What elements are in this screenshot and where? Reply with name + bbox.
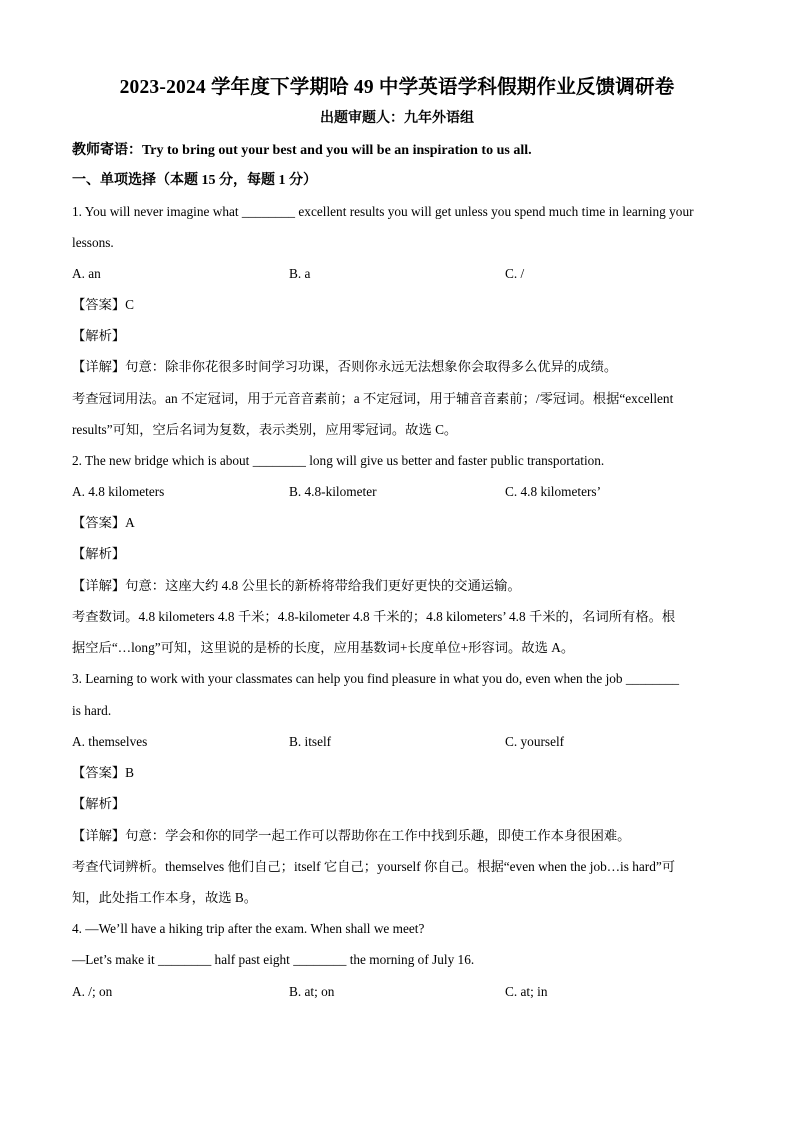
option-a: A. an xyxy=(72,266,101,281)
explanation-cont: 据空后“…long”可知，这里说的是桥的长度，应用基数词+长度单位+形容词。故选 A。 xyxy=(72,640,575,655)
detail: 【详解】句意：除非你花很多时间学习功课，否则你永远无法想象你会取得多么优异的成绩。 xyxy=(72,359,618,374)
analysis-label: 【解析】 xyxy=(72,796,126,811)
option-a: A. themselves xyxy=(72,734,148,749)
explanation: 考查数词。4.8 kilometers 4.8 千米；4.8-kilometer 4.8 千米的；4.8 kilometers’ 4.8 千米的，名词所有格。根 xyxy=(72,609,676,624)
option-b: B. at; on xyxy=(289,984,335,999)
option-c: C. 4.8 kilometers’ xyxy=(505,484,602,499)
question-text: 4. —We’ll have a hiking trip after the exam. When shall we meet? xyxy=(72,921,425,936)
detail: 【详解】句意：学会和你的同学一起工作可以帮助你在工作中找到乐趣，即使工作本身很困难。 xyxy=(72,828,631,843)
option-b: B. 4.8-kilometer xyxy=(289,484,377,499)
question-text-cont: is hard. xyxy=(72,703,112,718)
option-a: A. 4.8 kilometers xyxy=(72,484,165,499)
option-c: C. / xyxy=(505,266,525,281)
analysis-label: 【解析】 xyxy=(72,546,126,561)
question-text: 2. The new bridge which is about ________ long will give us better and faster public transportation. xyxy=(72,453,605,468)
explanation: 考查代词辨析。themselves 他们自己；itself 它自己；yourself 你自己。根据“even when the job…is hard”可 xyxy=(72,859,676,874)
option-b: B. itself xyxy=(289,734,332,749)
question-text: 3. Learning to work with your classmates can help you find pleasure in what you do, even when the job ________ xyxy=(72,671,680,686)
option-b: B. a xyxy=(289,266,311,281)
option-c: C. at; in xyxy=(505,984,548,999)
explanation-cont: results”可知，空后名词为复数，表示类别，应用零冠词。故选 C。 xyxy=(72,422,458,437)
question-text: 1. You will never imagine what ________ excellent results you will get unless you spend much time in learning your xyxy=(72,204,694,219)
explanation: 考查冠词用法。an 不定冠词，用于元音音素前；a 不定冠词，用于辅音音素前；/零冠词。根据“excellent xyxy=(72,391,674,406)
author-line: 出题审题人：九年外语组 xyxy=(320,111,474,126)
section-heading: 一、单项选择（本题 15 分，每题 1 分） xyxy=(72,173,317,188)
question-text-cont: —Let’s make it ________ half past eight ________ the morning of July 16. xyxy=(72,952,475,967)
question-text-cont: lessons. xyxy=(72,235,114,250)
answer: 【答案】C xyxy=(72,297,135,312)
answer: 【答案】A xyxy=(72,515,135,530)
analysis-label: 【解析】 xyxy=(72,328,126,343)
detail: 【详解】句意：这座大约 4.8 公里长的新桥将带给我们更好更快的交通运输。 xyxy=(72,578,521,593)
answer: 【答案】B xyxy=(72,765,135,780)
explanation-cont: 知，此处指工作本身，故选 B。 xyxy=(72,890,258,905)
option-a: A. /; on xyxy=(72,984,113,999)
teacher-message: 教师寄语：Try to bring out your best and you will be an inspiration to us all. xyxy=(72,143,532,158)
option-c: C. yourself xyxy=(505,734,565,749)
page-title: 2023-2024 学年度下学期哈 49 中学英语学科假期作业反馈调研卷 xyxy=(119,77,675,98)
